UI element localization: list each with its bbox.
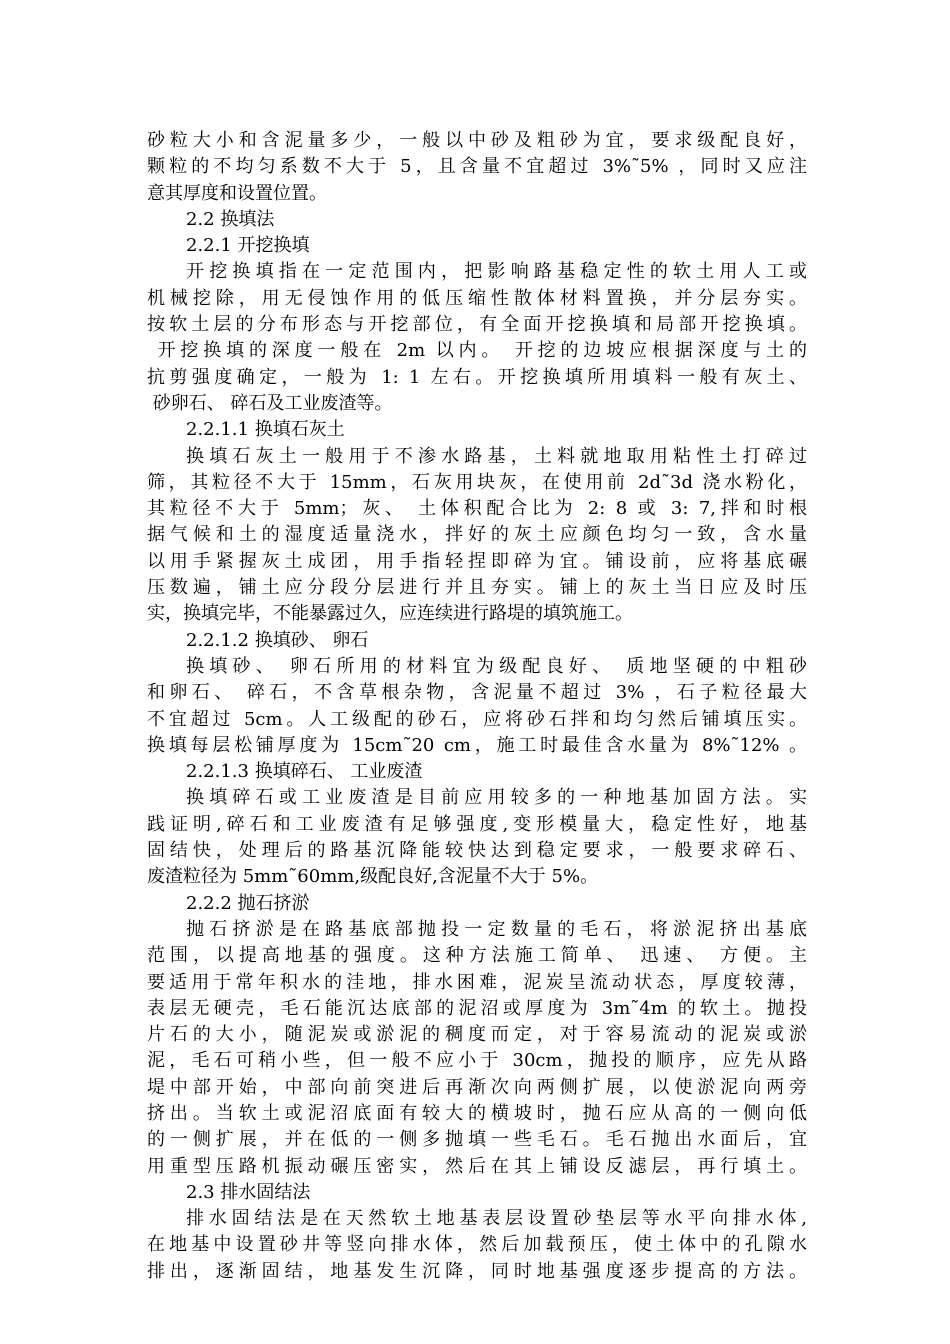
text-line: 表层无硬壳，毛石能沉达底部的泥沼或厚度为 3m˜4m 的软土。抛投 bbox=[147, 997, 807, 1019]
text-line: 换填砂、 卵石所用的材料宜为级配良好、 质地坚硬的中粗砂 bbox=[186, 655, 807, 677]
section-heading: 2.2.1.3 换填碎石、 工业废渣 bbox=[186, 761, 423, 783]
text-line: 不宜超过 5cm。人工级配的砂石，应将砂石拌和均匀然后铺填压实。 bbox=[147, 708, 807, 730]
text-line: 压数遍，铺土应分段分层进行并且夯实。铺上的灰土当日应及时压 bbox=[147, 577, 807, 599]
text-line: 抛石挤淤是在路基底部抛投一定数量的毛石，将淤泥挤出基底 bbox=[186, 918, 807, 940]
text-line: 换填每层松铺厚度为 15cm˜20 cm，施工时最佳含水量为 8%˜12% 。 bbox=[147, 734, 807, 756]
text-line: 开挖换填指在一定范围内，把影响路基稳定性的软土用人工或 bbox=[186, 261, 807, 283]
text-line: 实，换填完毕，不能暴露过久，应连续进行路堤的填筑施工。 bbox=[147, 603, 633, 625]
text-line: 机械挖除，用无侵蚀作用的低压缩性散体材料置换，并分层夯实。 bbox=[147, 287, 807, 309]
text-line: 其粒径不大于 5mm；灰、 土体积配合比为 2: 8 或 3: 7,拌和时根 bbox=[147, 498, 807, 520]
text-line: 的一侧扩展，并在低的一侧多抛填一些毛石。毛石抛出水面后，宜 bbox=[147, 1129, 807, 1151]
text-line: 据气候和土的湿度适量浇水，拌好的灰土应颜色均匀一致，含水量 bbox=[147, 524, 807, 546]
section-heading: 2.3 排水固结法 bbox=[186, 1181, 311, 1203]
section-heading: 2.2 换填法 bbox=[186, 208, 275, 230]
text-line: 固结快，处理后的路基沉降能较快达到稳定要求，一般要求碎石、 bbox=[147, 840, 807, 862]
text-line: 换填碎石或工业废渣是目前应用较多的一种地基加固方法。实 bbox=[186, 787, 807, 809]
section-heading: 2.2.1.1 换填石灰土 bbox=[186, 419, 345, 441]
text-line: 泥，毛石可稍小些，但一般不应小于 30cm，抛投的顺序，应先从路 bbox=[147, 1050, 807, 1072]
text-line: 排水固结法是在天然软土地基表层设置砂垫层等水平向排水体, bbox=[186, 1208, 807, 1230]
text-line: 和卵石、 碎石，不含草根杂物，含泥量不超过 3% ，石子粒径最大 bbox=[147, 682, 807, 704]
text-line: 用重型压路机振动碾压密实，然后在其上铺设反滤层，再行填土。 bbox=[147, 1155, 807, 1177]
section-heading: 2.2.1.2 换填砂、 卵石 bbox=[186, 629, 369, 651]
text-line: 要适用于常年积水的洼地，排水困难，泥炭呈流动状态，厚度较薄， bbox=[147, 971, 807, 993]
section-heading: 2.2.1 开挖换填 bbox=[186, 235, 310, 257]
text-line: 以用手紧握灰土成团，用手指轻捏即碎为宜。铺设前，应将基底碾 bbox=[147, 550, 807, 572]
text-line: 砂粒大小和含泥量多少，一般以中砂及粗砂为宜，要求级配良好， bbox=[147, 130, 807, 151]
text-line: 践证明,碎石和工业废渣有足够强度,变形模量大，稳定性好，地基 bbox=[147, 813, 807, 835]
text-line: 抗剪强度确定，一般为 1: 1 左右。开挖换填所用填料一般有灰土、 bbox=[147, 366, 807, 388]
text-line: 意其厚度和设置位置。 bbox=[147, 182, 327, 204]
text-line: 按软土层的分布形态与开挖部位，有全面开挖换填和局部开挖换填。 bbox=[147, 314, 807, 336]
text-line: 挤出。当软土或泥沼底面有较大的横坡时，抛石应从高的一侧向低 bbox=[147, 1102, 807, 1124]
text-line: 排出，逐渐固结，地基发生沉降，同时地基强度逐步提高的方法。 bbox=[147, 1260, 807, 1282]
text-line: 砂卵石、 碎石及工业废渣等。 bbox=[147, 392, 393, 414]
text-line: 开挖换填的深度一般在 2m 以内。 开挖的边坡应根据深度与土的 bbox=[147, 340, 807, 362]
text-line: 颗粒的不均匀系数不大于 5，且含量不宜超过 3%˜5% ，同时又应注 bbox=[147, 156, 807, 178]
text-line: 废渣粒径为 5mm˜60mm,级配良好,含泥量不大于 5%。 bbox=[147, 866, 599, 888]
text-line: 范围，以提高地基的强度。这种方法施工简单、 迅速、 方便。主 bbox=[147, 945, 807, 967]
text-line: 堤中部开始，中部向前突进后再渐次向两侧扩展，以使淤泥向两旁 bbox=[147, 1076, 807, 1098]
text-line: 筛，其粒径不大于 15mm，石灰用块灰，在使用前 2d˜3d 浇水粉化， bbox=[147, 471, 807, 493]
section-heading: 2.2.2 抛石挤淤 bbox=[186, 892, 310, 914]
document-page bbox=[147, 128, 807, 1285]
text-line: 片石的大小，随泥炭或淤泥的稠度而定，对于容易流动的泥炭或淤 bbox=[147, 1024, 807, 1046]
text-line: 换填石灰土一般用于不渗水路基，土料就地取用粘性土打碎过 bbox=[186, 445, 807, 467]
text-line: 在地基中设置砂井等竖向排水体，然后加载预压，使土体中的孔隙水 bbox=[147, 1234, 807, 1256]
